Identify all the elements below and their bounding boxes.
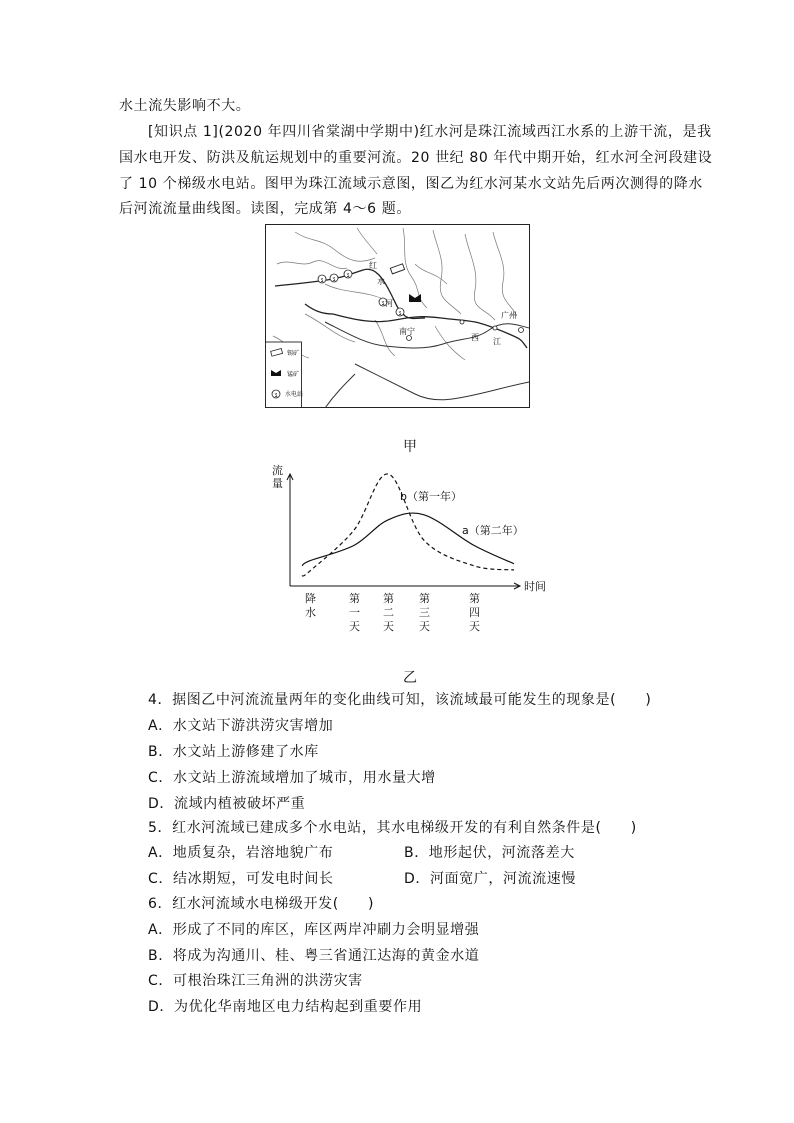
- x-tick-label: 二: [383, 606, 394, 619]
- x-tick-label: 第: [419, 592, 430, 605]
- legend-label: 锰矿: [287, 371, 300, 378]
- x-tick-label: 一: [349, 606, 360, 619]
- river-flow-chart: [262, 460, 562, 640]
- city-label-nanning: 南宁: [399, 327, 415, 336]
- x-tick-label: 天: [419, 620, 430, 633]
- legend-label: 水电站: [285, 391, 304, 398]
- x-tick-label: 第: [349, 592, 360, 605]
- question-5-option-b[interactable]: B．地形起伏，河流落差大: [404, 845, 575, 861]
- city-dot: [460, 320, 464, 324]
- intro-line: 了 10 个梯级水电站。图甲为珠江流域示意图，图乙为红水河某水文站先后两次测得的降水: [119, 176, 703, 192]
- river-label: 江: [493, 337, 501, 346]
- x-tick-label: 第: [383, 592, 394, 605]
- svg-text:ʓ: ʓ: [274, 392, 278, 398]
- question-6-option-a[interactable]: A．形成了不同的库区，库区两岸冲刷力会明显增强: [148, 922, 480, 938]
- river-label: 水: [377, 277, 385, 286]
- question-6-option-c[interactable]: C．可根治珠江三角洲的洪涝灾害: [148, 973, 363, 989]
- series-label-a: a（第二年）: [462, 524, 524, 537]
- x-tick-label: 降: [305, 592, 316, 605]
- city-dot: [407, 336, 412, 341]
- river-label: 西: [471, 333, 479, 342]
- legend-label: 锡矿: [287, 350, 300, 357]
- intro-line: 后河流流量曲线图。读图，完成第 4～6 题。: [119, 201, 411, 217]
- svg-text:ʓ: ʓ: [332, 276, 336, 282]
- question-5-option-c[interactable]: C．结冰期短，可发电时间长: [148, 871, 334, 887]
- svg-text:ʓ: ʓ: [398, 310, 402, 316]
- x-tick-label: 天: [469, 620, 480, 633]
- x-tick-label: 水: [305, 606, 316, 619]
- y-axis-label: 量: [272, 477, 283, 490]
- x-tick-label: 天: [349, 620, 360, 633]
- series-line-a: [302, 513, 514, 566]
- svg-text:ʓ: ʓ: [381, 300, 385, 306]
- intro-line: 水土流失影响不大。: [119, 98, 251, 114]
- figure-caption-yi: 乙: [403, 670, 417, 686]
- y-axis-label: 流: [272, 464, 283, 477]
- intro-line: [知识点 1](2020 年四川省棠湖中学期中)红水河是珠江流域西江水系的上游干流，是我: [148, 124, 712, 140]
- question-5-stem: 5．红水河流域已建成多个水电站，其水电梯级开发的有利自然条件是( ): [148, 820, 637, 836]
- question-4-option-b[interactable]: B．水文站上游修建了水库: [148, 744, 319, 760]
- x-axis-label: 时间: [524, 580, 546, 593]
- question-4-option-a[interactable]: A．水文站下游洪涝灾害增加: [148, 718, 334, 734]
- question-4-stem: 4．据图乙中河流流量两年的变化曲线可知，该流域最可能发生的现象是( ): [148, 692, 652, 708]
- pearl-river-basin-map: [265, 224, 530, 408]
- question-6-option-d[interactable]: D．为优化华南地区电力结构起到重要作用: [148, 999, 423, 1015]
- question-5-option-d[interactable]: D．河面宽广，河流流速慢: [404, 871, 576, 887]
- city-dot: [493, 326, 497, 330]
- question-6-stem: 6．红水河流域水电梯级开发( ): [148, 896, 375, 912]
- question-5-option-a[interactable]: A．地质复杂，岩溶地貌广布: [148, 845, 334, 861]
- intro-line: 国水电开发、防洪及航运规划中的重要河流。20 世纪 80 年代中期开始，红水河全河段建设: [119, 150, 713, 166]
- city-dot: [519, 328, 524, 333]
- svg-text:ʓ: ʓ: [346, 272, 350, 278]
- question-4-option-c[interactable]: C．水文站上游流域增加了城市，用水量大增: [148, 770, 436, 786]
- river-label: 河: [385, 299, 393, 308]
- river-label: 红: [369, 261, 377, 270]
- x-tick-label: 四: [469, 606, 480, 619]
- city-label-guangzhou: 广州: [501, 311, 517, 320]
- x-tick-label: 天: [383, 620, 394, 633]
- question-4-option-d[interactable]: D．流域内植被破坏严重: [148, 796, 306, 812]
- question-6-option-b[interactable]: B．将成为沟通川、桂、粤三省通江达海的黄金水道: [148, 948, 480, 964]
- x-tick-label: 三: [419, 606, 430, 619]
- x-tick-label: 第: [469, 592, 480, 605]
- series-label-b: b（第一年）: [400, 490, 462, 503]
- figure-caption-jia: 甲: [403, 439, 417, 455]
- svg-text:ʓ: ʓ: [320, 277, 324, 283]
